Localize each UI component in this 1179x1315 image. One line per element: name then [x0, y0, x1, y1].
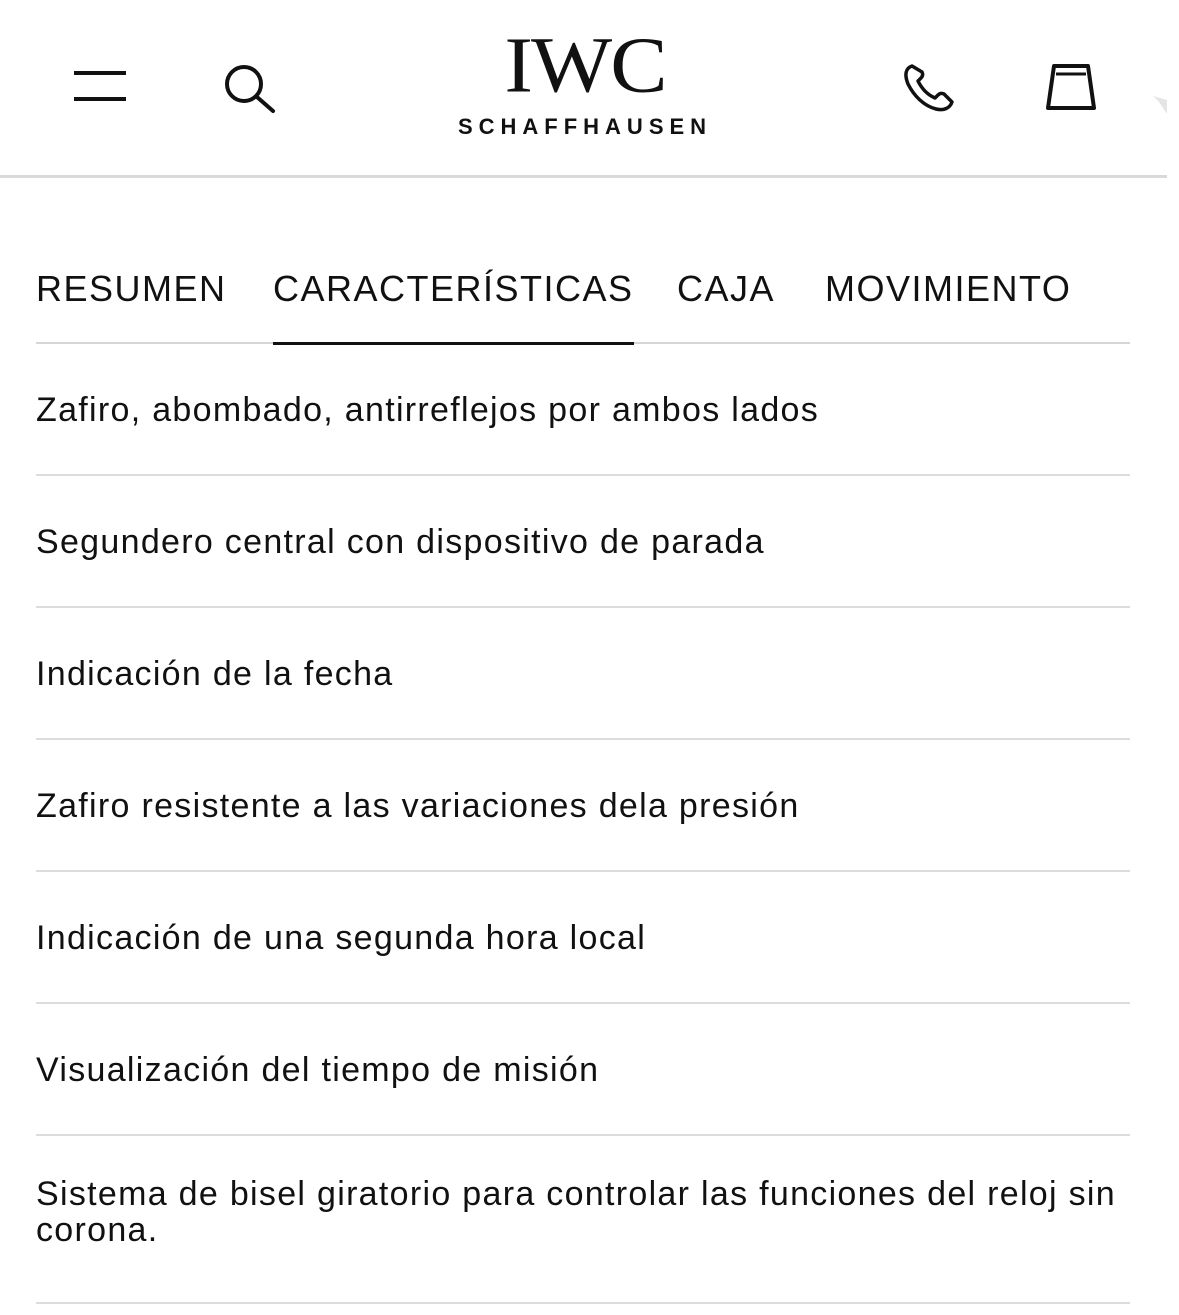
- scroll-edge-mark: [1153, 96, 1167, 116]
- feature-text: Visualización del tiempo de misión: [36, 1051, 600, 1089]
- feature-item: [36, 476, 1130, 608]
- feature-text: Indicación de una segunda hora local: [36, 919, 647, 957]
- tab-caja[interactable]: CAJA: [677, 268, 776, 309]
- site-header: [0, 0, 1167, 178]
- tab-bar: [36, 248, 1130, 344]
- menu-icon[interactable]: [72, 68, 128, 104]
- phone-icon[interactable]: [902, 62, 956, 112]
- tab-resumen[interactable]: RESUMEN: [36, 268, 227, 309]
- feature-text: Indicación de la fecha: [36, 655, 394, 693]
- feature-item: [36, 608, 1130, 740]
- iwc-logo[interactable]: [420, 22, 750, 140]
- feature-item: [36, 344, 1130, 476]
- feature-text: Zafiro, abombado, antirreflejos por ambos lados: [36, 391, 820, 429]
- logo-subtitle: SCHAFFHAUSEN: [457, 114, 713, 139]
- tab-movimiento[interactable]: MOVIMIENTO: [825, 268, 1072, 309]
- feature-item: [36, 1004, 1130, 1136]
- feature-item: [36, 872, 1130, 1004]
- tab-caracteristicas[interactable]: CARACTERÍSTICAS: [273, 268, 634, 345]
- logo-wordmark: IWC: [504, 20, 666, 110]
- search-icon[interactable]: [222, 62, 278, 114]
- feature-text: Zafiro resistente a las variaciones dela presión: [36, 787, 800, 825]
- feature-text: Sistema de bisel giratorio para controlar las funciones del reloj sin corona.: [36, 1175, 1116, 1249]
- feature-item: [36, 1136, 1130, 1304]
- feature-item: [36, 740, 1130, 872]
- feature-text: Segundero central con dispositivo de parada: [36, 523, 765, 561]
- shopping-bag-icon[interactable]: [1044, 60, 1098, 112]
